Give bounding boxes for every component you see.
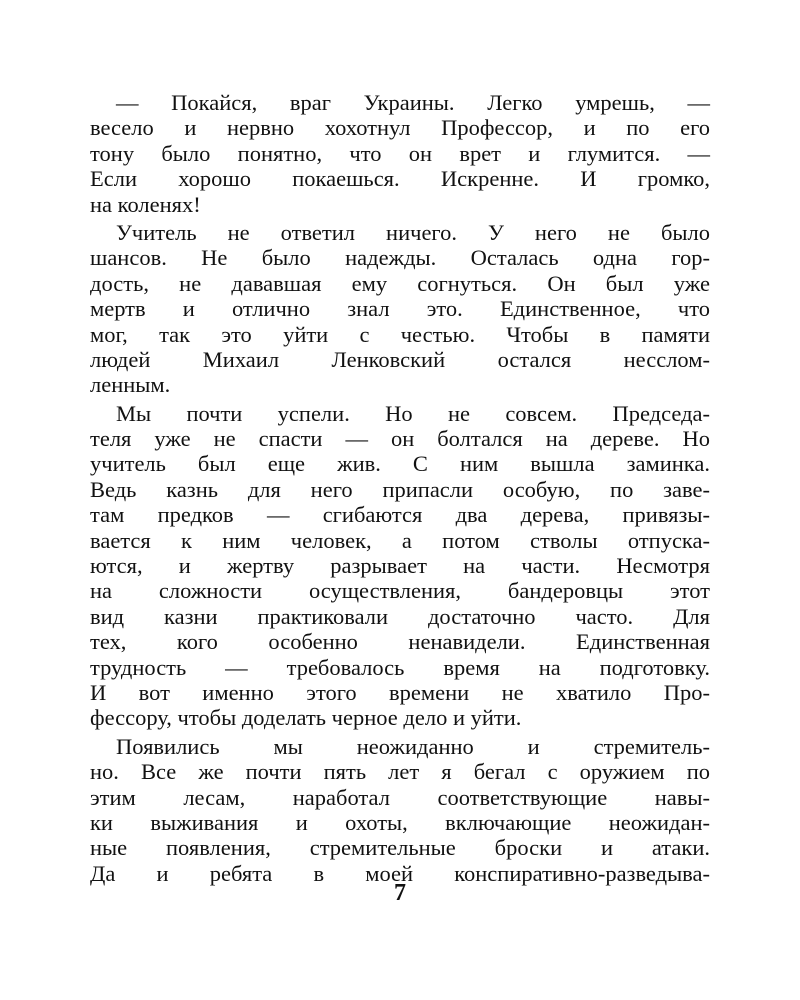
text-line: — Покайся, враг Украины. Легко умрешь, — xyxy=(116,90,710,115)
text-line: мог, так это уйти с честью. Чтобы в памяти xyxy=(90,321,710,347)
text-line: И вот именно этого времени не хватило Про- xyxy=(90,679,710,705)
text-line: вид казни практиковали достаточно часто. Для xyxy=(90,603,710,629)
text-line: мертв и отлично знал это. Единственное, что xyxy=(90,296,710,322)
text-line: Да и ребята в моей конспиративно-разведыва- xyxy=(90,860,710,886)
text-line: трудность — требовалось время на подготовку. xyxy=(90,654,710,680)
text-line: ки выживания и охоты, включающие неожидан- xyxy=(90,809,710,835)
text-line: ленным. xyxy=(90,372,171,398)
text-line: тех, кого особенно ненавидели. Единственная xyxy=(90,629,710,655)
text-line: Если хорошо покаешься. Искренне. И громко, xyxy=(90,166,710,192)
text-line: тону было понятно, что он врет и глумится. — xyxy=(90,140,710,166)
text-line: на сложности осуществления, бандеровцы этот xyxy=(90,578,710,604)
text-line: Учитель не ответил ничего. У него не было xyxy=(116,219,710,245)
paragraph-3 xyxy=(90,401,710,731)
text-line: там предков — сгибаются два дерева, привязы- xyxy=(90,502,710,528)
paragraph-1 xyxy=(90,90,710,217)
paragraph-2 xyxy=(90,220,710,398)
text-line: Появились мы неожиданно и стремитель- xyxy=(116,733,710,759)
text-line: фессору, чтобы доделать черное дело и уйти. xyxy=(90,705,522,731)
text-line: этим лесам, наработал соответствующие навы- xyxy=(90,784,710,810)
text-line: учитель был еще жив. С ним вышла заминка. xyxy=(90,451,710,477)
text-line: ные появления, стремительные броски и атаки. xyxy=(90,835,710,861)
paragraph-4 xyxy=(90,734,710,886)
text-line: весело и нервно хохотнул Профессор, и по его xyxy=(90,115,710,141)
text-line: людей Михаил Ленковский остался несслом- xyxy=(90,346,710,372)
text-line: Мы почти успели. Но не совсем. Председа- xyxy=(116,400,710,426)
text-line: ются, и жертву разрывает на части. Несмотря xyxy=(90,553,710,579)
text-line: но. Все же почти пять лет я бегал с оружием по xyxy=(90,759,710,785)
page-number: 7 xyxy=(394,880,406,906)
text-line: Ведь казнь для него припасли особую, по заве- xyxy=(90,476,710,502)
text-line: теля уже не спасти — он болтался на дереве. Но xyxy=(90,426,710,452)
text-line: дость, не дававшая ему согнуться. Он был уже xyxy=(90,270,710,296)
text-line: шансов. Не было надежды. Осталась одна гор- xyxy=(90,245,710,271)
text-line: вается к ним человек, а потом стволы отпуска- xyxy=(90,527,710,553)
page-text xyxy=(90,90,710,886)
text-line: на коленях! xyxy=(90,191,201,217)
